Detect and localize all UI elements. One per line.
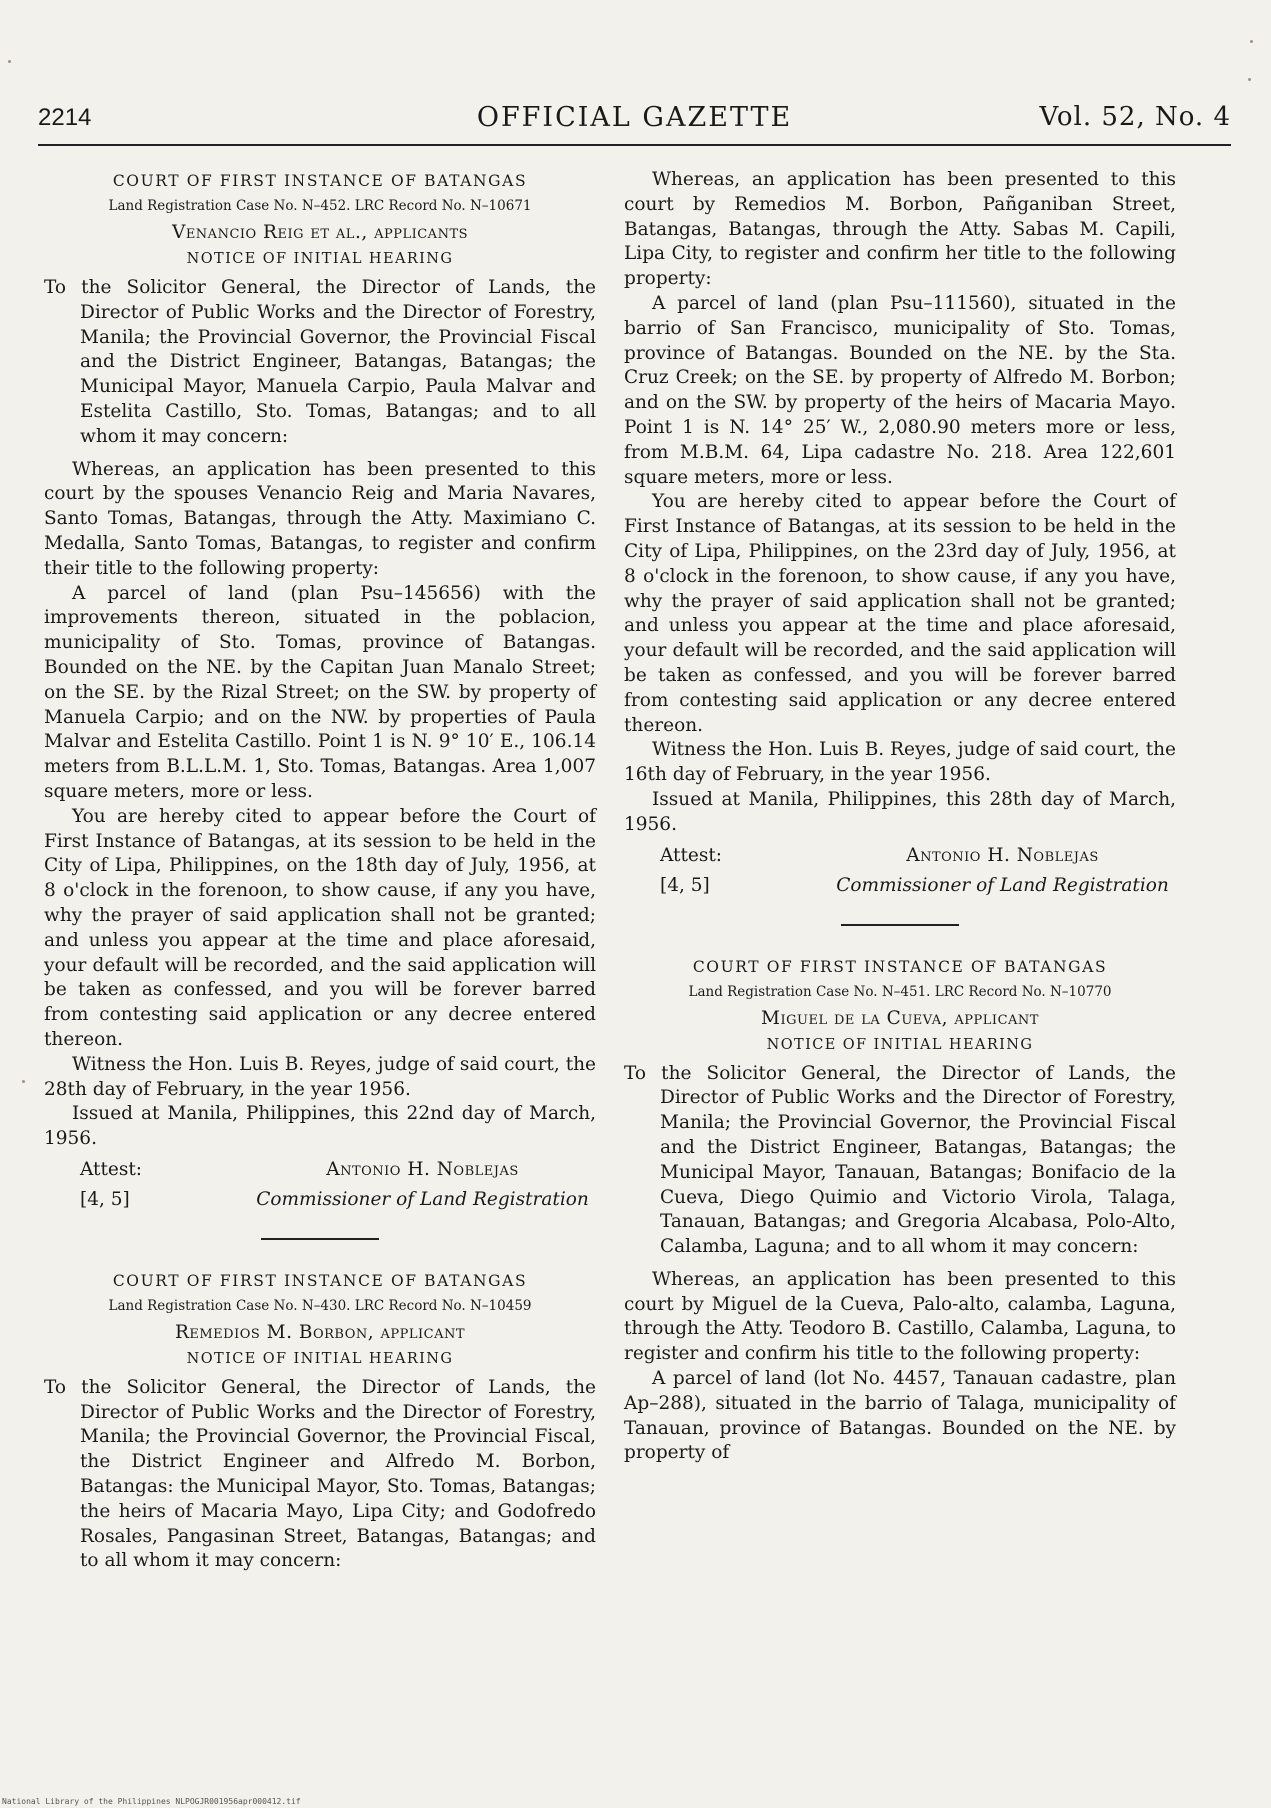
commissioner-name: Antonio H. Noblejas [326,1158,519,1180]
attest-role-line [624,874,1176,898]
notice-paragraph: Whereas, an application has been presented to this court by the spouses Venancio Reig and Maria Navares, Santo Tomas, Batangas, through the Atty. Maximiano C. Medalla, Santo Tomas, Batangas, to register and confirm their title to the following property: [44,458,596,579]
court-heading: COURT OF FIRST INSTANCE OF BATANGAS [112,1271,528,1290]
court-heading: COURT OF FIRST INSTANCE OF BATANGAS [112,172,528,190]
publication-title: OFFICIAL GAZETTE [476,102,793,133]
attest-role-line [44,1188,596,1212]
attest-line [44,1158,596,1182]
right-column [624,168,1176,1466]
left-column [44,168,596,1582]
court-heading: COURT OF FIRST INSTANCE OF BATANGAS [692,957,1108,976]
notice-paragraph: Witness the Hon. Luis B. Reyes, judge of said court, the 16th day of February, in the year 1956. [624,739,1176,786]
attest-label: Attest: [660,844,723,866]
page-header [38,98,1231,146]
notice-paragraph: A parcel of land (lot No. 4457, Tanauan cadastre, plan Ap–288), situated in the barrio of Talaga, municipality of Tanauan, province of Batangas. Bounded on the NE. by property of [624,1368,1176,1464]
notice-reig [44,168,596,1212]
scan-speck [22,1080,25,1083]
case-number: Land Registration Case No. N–451. LRC Record No. N–10770 [688,983,1112,1000]
notice-borbon-continued [624,168,1176,898]
notice-paragraph: A parcel of land (plan Psu–111560), situated in the barrio of San Francisco, municipality of Sto. Tomas, province of Batangas. Bounded on the NE. by the Sta. Cruz Creek; on the SE. by property of Alfredo M. Borbon; and on the SW. by property of the heirs of Macaria Mayo. Point 1 is N. 14° 25′ W., 2,080.90 meters more or less, from M.B.M. 64, Lipa cadastre No. 218. Area 122,601 square meters, more or less. [624,292,1176,488]
commissioner-name: Antonio H. Noblejas [906,844,1099,866]
commissioner-title: Commissioner of Land Registration [836,874,1169,896]
section-divider [841,924,959,926]
notice-paragraph: A parcel of land (plan Psu–145656) with the improvements thereon, situated in the poblacion, municipality of Sto. Tomas, province of Batangas. Bounded on the NE. by the Capitan Juan Manalo Street; on the SE. by the Rizal Street; on the SW. by property of Manuela Carpio; and on the NW. by properties of Paula Malvar and Estelita Castillo. Point 1 is N. 9° 10′ E., 106.14 meters from B.L.L.M. 1, Sto. Tomas, Batangas. Area 1,007 square meters, more or less. [44,582,596,802]
applicant-name: Miguel de la Cueva, applicant [761,1007,1039,1029]
applicant-name: Venancio Reig et al., applicants [171,222,469,243]
volume-number: Vol. 52, No. 4 [1039,102,1231,132]
section-divider [261,1238,379,1240]
notice-address: To the Solicitor General, the Director of Lands, the Director of Public Works and the Director of Forestry, Manila; the Provincial Governor, the Provincial Fiscal and the District Engineer, Batangas, Batangas; the Municipal Mayor, Tanauan, Batangas; Bonifacio de la Cueva, Diego Quimio and Victorio Virola, Talaga, Tanauan, Batangas; and Gregoria Alcabasa, Polo-Alto, Calamba, Laguna; and to all whom it may concern: [624,1062,1176,1258]
notice-title: NOTICE OF INITIAL HEARING [766,1036,1034,1053]
applicant-name: Remedios M. Borbon, applicant [174,1321,466,1343]
commissioner-title: Commissioner of Land Registration [256,1188,589,1210]
issue-reference: [4, 5] [660,874,710,896]
notice-paragraph: Whereas, an application has been presented to this court by Remedios M. Borbon, Pañganiban Street, Batangas, Batangas, through the Atty. Sabas M. Capili, Lipa City, to register and confirm her title to the following property: [624,169,1176,290]
notice-title: NOTICE OF INITIAL HEARING [186,1350,454,1367]
notice-paragraph: Witness the Hon. Luis B. Reyes, judge of said court, the 28th day of February, in the year 1956. [44,1053,596,1100]
scan-speck [8,60,11,63]
notice-borbon [44,1268,596,1574]
notice-address: To the Solicitor General, the Director of Lands, the Director of Public Works and the Director of Forestry, Manila; the Provincial Governor, the Provincial Fiscal, the District Engineer and Alfredo M. Borbon, Batangas: the Municipal Mayor, Sto. Tomas, Batangas; the heirs of Macaria Mayo, Lipa City; and Godofredo Rosales, Pangasinan Street, Batangas, Batangas; and to all whom it may concern: [44,1376,596,1572]
notice-paragraph: You are hereby cited to appear before the Court of First Instance of Batangas, at its session to be held in the City of Lipa, Philippines, on the 23rd day of July, 1956, at 8 o'clock in the forenoon, to show cause, if any you have, why the prayer of said application shall not be granted; and unless you appear at the time and place aforesaid, your default will be recorded, and the said application will be taken as confessed, and you will be forever barred from contesting said application or any decree entered thereon. [624,491,1176,736]
notice-paragraph: Whereas, an application has been presented to this court by Miguel de la Cueva, Palo-alto, calamba, Laguna, through the Atty. Teodoro B. Castillo, Calamba, Laguna, to register and confirm his title to the following property: [624,1268,1176,1365]
scan-speck [1250,40,1253,43]
case-number: Land Registration Case No. N–430. LRC Record No. N–10459 [108,1297,532,1314]
notice-paragraph: You are hereby cited to appear before the Court of First Instance of Batangas, at its session to be held in the City of Lipa, Philippines, on the 18th day of July, 1956, at 8 o'clock in the forenoon, to show cause, if any you have, why the prayer of said application shall not be granted; and unless you appear at the time and place aforesaid, your default will be recorded, and the said application will be taken as confessed, and you will be forever barred from contesting said application or any decree entered thereon. [44,805,596,1050]
attest-label: Attest: [80,1158,143,1180]
attest-line [624,844,1176,868]
page-number: 2214 [38,104,92,131]
notice-paragraph: Issued at Manila, Philippines, this 22nd day of March, 1956. [44,1103,596,1150]
notice-address: To the Solicitor General, the Director of Lands, the Director of Public Works and the Director of Forestry, Manila; the Provincial Governor, the Provincial Fiscal and the District Engineer, Batangas, Batangas; the Municipal Mayor, Manuela Carpio, Paula Malvar and Estelita Castillo, Sto. Tomas, Batangas; and to all whom it may concern: [44,277,596,447]
scan-footer: National Library of the Philippines NLPOGJR001956apr000412.tif [2,1797,301,1806]
notice-paragraph: Issued at Manila, Philippines, this 28th day of March, 1956. [624,788,1176,835]
notice-de-la-cueva [624,954,1176,1467]
issue-reference: [4, 5] [80,1188,130,1210]
notice-title: NOTICE OF INITIAL HEARING [186,251,454,267]
case-number: Land Registration Case No. N–452. LRC Record No. N–10671 [108,198,532,214]
scan-speck [1248,78,1251,81]
